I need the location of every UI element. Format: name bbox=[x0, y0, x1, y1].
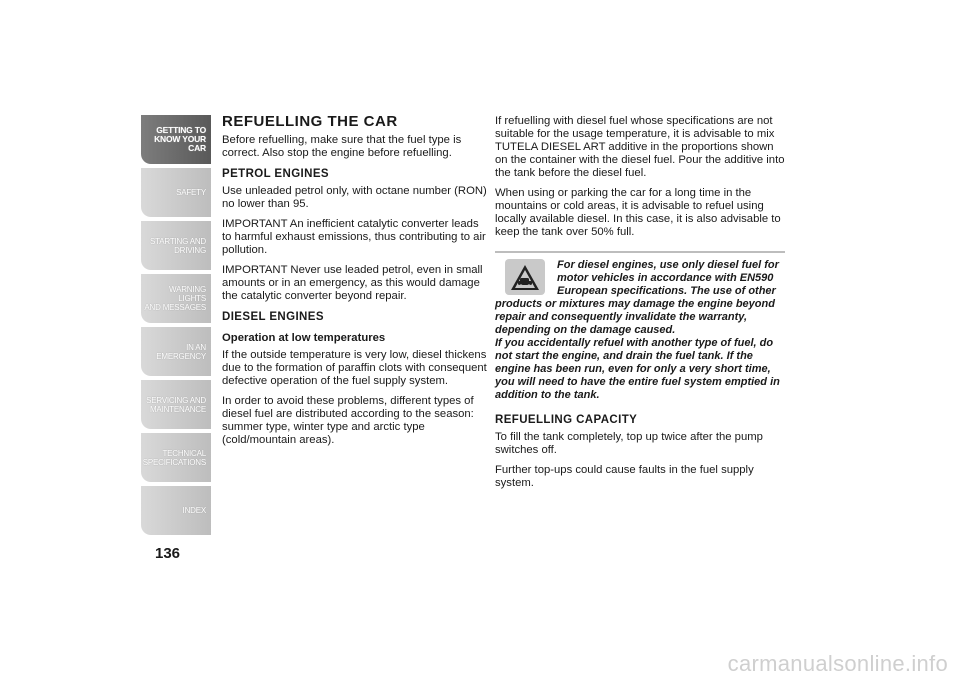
capacity-heading: REFUELLING CAPACITY bbox=[495, 414, 638, 426]
additive-paragraph: If refuelling with diesel fuel whose specifications are not suitable for the usage temperature, it is advisable to mix TUTELA DIESEL ART additive in the proportions shown on the container with the diesel fuel. Pour the additive into the tank before the diesel fuel. bbox=[495, 115, 785, 179]
capacity-paragraph-1: To fill the tank completely, top up twice after the pump switches off. bbox=[495, 431, 763, 456]
tab-technical-specifications[interactable]: TECHNICAL SPECIFICATIONS bbox=[141, 433, 211, 482]
watermark: carmanualsonline.info bbox=[727, 651, 948, 676]
warning-box bbox=[495, 251, 785, 402]
intro-paragraph: Before refuelling, make sure that the fuel type is correct. Also stop the engine before refuelling. bbox=[222, 134, 462, 159]
chapter-tabs bbox=[141, 115, 211, 539]
tab-servicing-and-maintenance[interactable]: SERVICING AND MAINTENANCE bbox=[141, 380, 211, 429]
tab-starting-and-driving[interactable]: STARTING AND DRIVING bbox=[141, 221, 211, 270]
tab-index[interactable]: INDEX bbox=[141, 486, 211, 535]
tab-getting-to-know-your-car[interactable]: GETTING TO KNOW YOUR CAR bbox=[141, 115, 211, 164]
page-title: REFUELLING THE CAR bbox=[222, 113, 398, 130]
page-number: 136 bbox=[155, 545, 181, 562]
right-column bbox=[495, 115, 785, 497]
cold-areas-paragraph: When using or parking the car for a long time in the mountains or cold areas, it is advisable to refuel using locally available diesel. In this case, it is also advisable to keep the tank over 50% full. bbox=[495, 187, 781, 238]
petrol-heading: PETROL ENGINES bbox=[222, 168, 329, 180]
warning-triangle-icon bbox=[505, 259, 545, 295]
tab-safety[interactable]: SAFETY bbox=[141, 168, 211, 217]
petrol-paragraph-2: IMPORTANT An inefficient catalytic converter leads to harmful exhaust emissions, thus contributing to air pollution. bbox=[222, 218, 486, 256]
warning-text-2: If you accidentally refuel with another type of fuel, do not start the engine, and drain the fuel tank. If the engine has been run, even for only a very short time, you will need to have the entire fuel system emptied in addition to the tank. bbox=[495, 337, 780, 401]
petrol-paragraph-1: Use unleaded petrol only, with octane number (RON) no lower than 95. bbox=[222, 185, 487, 210]
diesel-paragraph-2: In order to avoid these problems, different types of diesel fuel are distributed according to the season: summer type, winter type and arctic type (cold/mountain areas). bbox=[222, 395, 474, 446]
diesel-paragraph-1: If the outside temperature is very low, diesel thickens due to the formation of paraffin clots with consequent defective operation of the fuel supply system. bbox=[222, 349, 487, 387]
diesel-heading: DIESEL ENGINES bbox=[222, 311, 324, 323]
capacity-paragraph-2: Further top-ups could cause faults in the fuel supply system. bbox=[495, 464, 754, 489]
warning-text-1: For diesel engines, use only diesel fuel for motor vehicles in accordance with EN590 European specifications. The use of other products or mixtures may damage the engine beyond repair and consequently invalidate the warranty, depending on the damage caused. bbox=[495, 259, 779, 336]
left-column bbox=[222, 115, 490, 454]
tab-in-an-emergency[interactable]: IN AN EMERGENCY bbox=[141, 327, 211, 376]
petrol-paragraph-3: IMPORTANT Never use leaded petrol, even in small amounts or in an emergency, as this would damage the catalytic converter beyond repair. bbox=[222, 264, 483, 302]
tab-warning-lights[interactable]: WARNING LIGHTS AND MESSAGES bbox=[141, 274, 211, 323]
low-temp-heading: Operation at low temperatures bbox=[222, 332, 386, 344]
